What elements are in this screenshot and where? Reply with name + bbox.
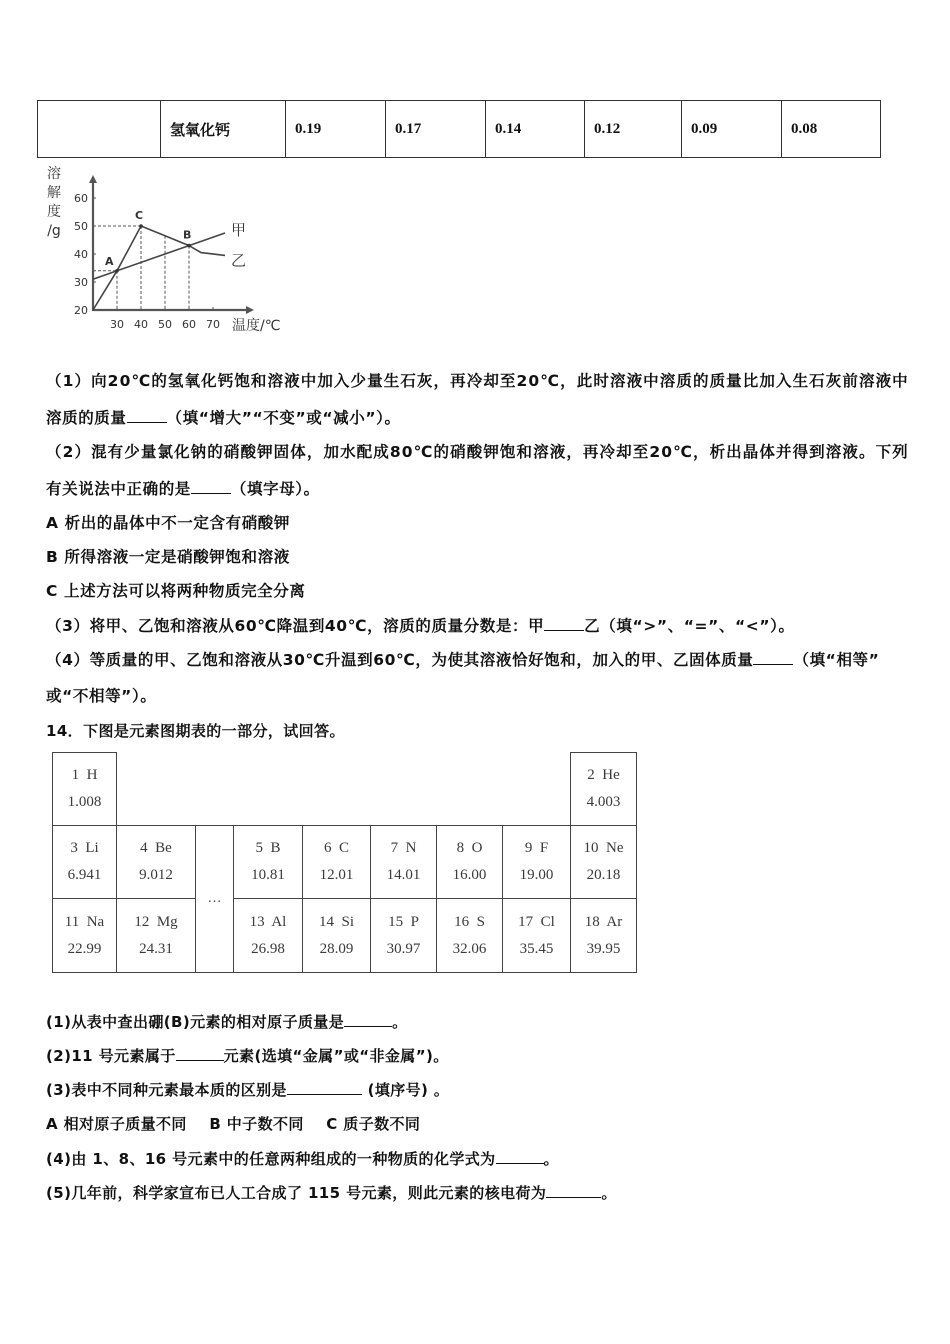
y-axis-label: 溶 [47,166,61,182]
table-cell-label-empty [38,101,161,158]
q14-part2-text: (2)11 号元素属于 [46,1047,176,1065]
element-symbol: 16 S [454,913,485,930]
answer-blank[interactable] [753,650,793,665]
data-point [115,269,119,273]
q13-part4-hint: （填“相等” [793,651,880,669]
element-mass: 14.01 [386,867,421,883]
x-tick-label: 50 [158,318,172,331]
q13-part2-line2 [46,479,320,499]
table-cell-value: 0.19 [286,101,386,158]
q13-part2-line1: （2）混有少量氯化钠的硝酸钾固体，加水配成80℃的硝酸钾饱和溶液，再冷却至20℃，析出晶体并得到溶液。下列 [46,443,909,461]
q13-option-b: B 所得溶液一定是硝酸钾饱和溶液 [46,548,290,566]
element-mass: 24.31 [139,940,173,957]
q13-part2-hint: （填字母）。 [230,480,320,498]
answer-blank[interactable] [176,1046,224,1061]
x-tick-label: 60 [182,318,196,331]
table-cell-value: 0.08 [782,101,881,158]
element-symbol: 1 H [71,767,98,783]
element-cell-na [52,898,117,973]
element-symbol: 8 O [456,840,483,856]
element-cell-he [570,752,637,826]
element-symbol: 6 C [323,840,349,856]
element-cell-al [233,898,303,973]
q14-part2 [46,1046,449,1066]
punctuation: 。 [392,1013,408,1031]
element-cell-ar [570,898,637,973]
q14-title: 14．下图是元素图期表的一部分，试回答。 [46,722,345,740]
q13-part1-text: 溶质的质量 [46,409,127,427]
x-tick-label: 40 [134,318,148,331]
q14-part1 [46,1012,408,1032]
q14-part3-options: A 相对原子质量不同 B 中子数不同 C 质子数不同 [46,1115,421,1133]
series-label: 乙 [231,251,247,270]
element-mass: 30.97 [386,940,421,957]
y-axis-label: /g [47,223,61,239]
q13-part1-line2 [46,408,401,428]
x-axis-label: 温度/℃ [232,318,281,334]
element-mass: 4.003 [586,794,621,810]
element-mass: 19.00 [519,867,554,883]
answer-blank[interactable] [546,1183,601,1198]
punctuation: 。 [543,1150,559,1168]
element-cell-li [52,825,117,899]
element-symbol: 9 F [524,840,549,856]
element-cell-p [370,898,437,973]
element-cell-s [436,898,503,973]
element-symbol: 18 Ar [584,913,623,930]
element-mass: 26.98 [251,940,285,957]
element-cell-ellipsis [195,825,234,973]
element-symbol: 5 B [255,840,281,856]
element-cell-f [502,825,571,899]
series-label: 甲 [231,221,247,239]
answer-blank[interactable] [496,1149,544,1164]
q14-part1-text: (1)从表中查出硼(B)元素的相对原子质量是 [46,1013,345,1031]
q13-option-c: C 上述方法可以将两种物质完全分离 [46,582,306,600]
y-tick-label: 30 [74,276,88,289]
element-mass: 35.45 [519,940,554,957]
element-cell-h [52,752,117,826]
q13-part1-line1: （1）向20℃的氢氧化钙饱和溶液中加入少量生石灰，再冷却至20℃，此时溶液中溶质的质量比加入生石灰前溶液中 [46,372,909,390]
y-axis-arrow-icon [89,175,97,183]
element-mass: 22.99 [67,940,102,957]
table-cell-value: 0.14 [486,101,585,158]
point-label: A [105,254,114,268]
y-tick-label: 20 [74,304,88,317]
element-mass: 16.00 [452,867,487,883]
solubility-chart [40,165,310,340]
answer-blank[interactable] [191,479,231,494]
element-cell-b [233,825,303,899]
x-axis-arrow-icon [246,306,254,314]
q13-option-a: A 析出的晶体中不一定含有硝酸钾 [46,514,290,532]
q14-part2-hint: 元素(选填“金属”或“非金属”)。 [223,1047,449,1065]
element-symbol: 10 Ne [583,840,624,856]
q14-part5 [46,1183,617,1203]
table-cell-value: 0.17 [386,101,486,158]
element-symbol: 7 N [390,840,417,856]
element-mass: 39.95 [586,940,621,957]
element-symbol: 12 Mg [134,913,178,930]
table-cell-value: 0.12 [585,101,682,158]
element-mass: 20.18 [586,867,621,883]
q14-part4-text: (4)由 1、8、16 号元素中的任意两种组成的一种物质的化学式为 [46,1150,496,1168]
table-cell-value: 0.09 [682,101,782,158]
q13-part4-line2: 或“不相等”）。 [46,687,157,705]
q14-part4 [46,1149,559,1169]
data-point [139,224,143,228]
element-mass: 10.81 [251,867,285,883]
periodic-table [52,752,636,972]
answer-blank[interactable] [544,616,584,631]
element-cell-ne [570,825,637,899]
element-symbol: 14 Si [318,913,354,930]
element-mass: 6.941 [67,867,102,883]
series-line-乙 [93,226,225,310]
element-symbol: 4 Be [140,840,172,856]
answer-blank[interactable] [127,408,167,423]
element-symbol: 11 Na [64,913,105,930]
element-mass: 9.012 [139,867,173,883]
element-cell-n [370,825,437,899]
data-point [187,244,191,248]
element-cell-cl [502,898,571,973]
q14-part3-text: (3)表中不同种元素最本质的区别是 [46,1081,287,1099]
y-tick-label: 40 [74,248,88,261]
y-tick-label: 50 [74,220,88,233]
element-symbol: 15 P [388,913,419,930]
x-tick-label: 30 [110,318,124,331]
q13-part3 [46,616,795,636]
q14-part3-hint: (填序号) 。 [361,1081,450,1099]
q13-part4-line1 [46,650,879,670]
answer-blank[interactable] [287,1080,362,1095]
element-cell-c [302,825,371,899]
q14-part3 [46,1080,449,1100]
point-label: B [183,228,192,242]
element-mass: 28.09 [319,940,354,957]
y-axis-label: 解 [47,185,61,201]
q13-part4-text: （4）等质量的甲、乙饱和溶液从30℃升温到60℃，为使其溶液恰好饱和，加入的甲、乙固体质量 [46,651,754,669]
x-tick-label: 70 [206,318,220,331]
q13-part3-text: （3）将甲、乙饱和溶液从60℃降温到40℃，溶质的质量分数是：甲 [46,617,545,635]
element-cell-o [436,825,503,899]
point-label: C [135,209,144,222]
element-cell-be [116,825,196,899]
solubility-table [37,100,881,158]
element-symbol: 2 He [587,767,620,783]
element-mass: 12.01 [319,867,354,883]
q14-part5-text: (5)几年前，科学家宣布已人工合成了 115 号元素，则此元素的核电荷为 [46,1184,547,1202]
element-mass: 32.06 [452,940,487,957]
element-mass: 1.008 [67,794,102,810]
element-cell-mg [116,898,196,973]
element-symbol: 3 Li [70,840,99,856]
table-cell-substance: 氢氧化钙 [161,101,286,158]
element-cell-si [302,898,371,973]
q13-part1-hint: （填“增大”“不变”或“减小”）。 [166,409,401,427]
element-symbol: 13 Al [249,913,287,930]
ellipsis-text: … [207,891,222,906]
y-axis-label: 度 [47,204,61,220]
q13-part2-text: 有关说法中正确的是 [46,480,191,498]
answer-blank[interactable] [344,1012,392,1027]
element-symbol: 17 Cl [518,913,555,930]
table-row [38,101,881,158]
y-tick-label: 60 [74,192,88,205]
punctuation: 。 [601,1184,617,1202]
q13-part3-hint: 乙（填“>”、“=”、“<”）。 [584,617,795,635]
